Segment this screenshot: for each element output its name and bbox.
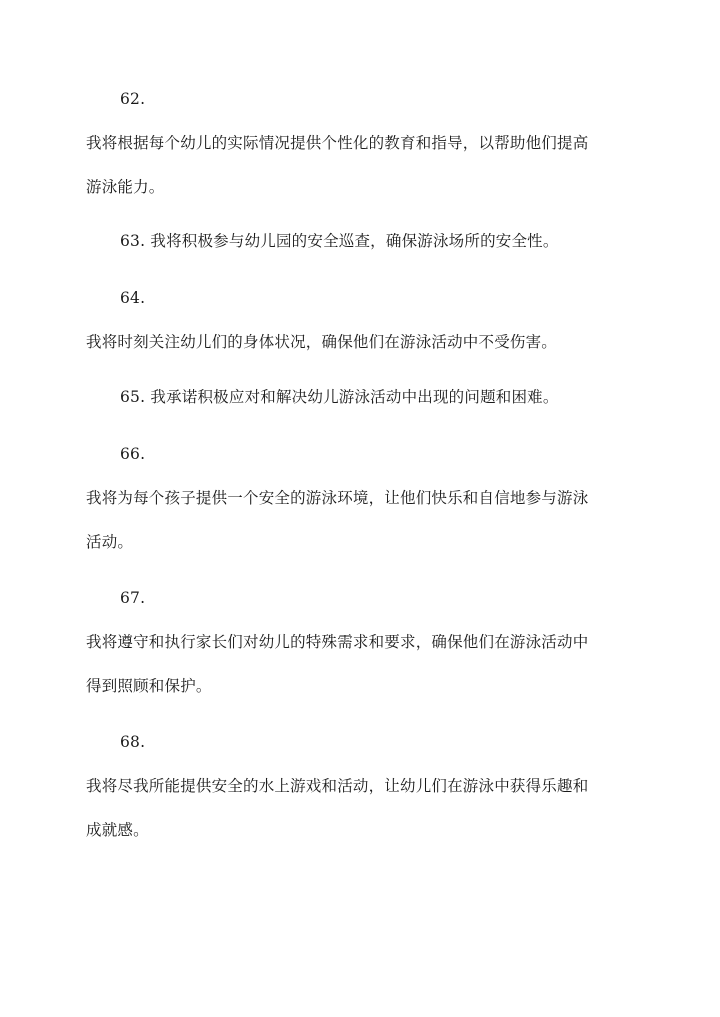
item-68-line-1: 我将尽我所能提供安全的水上游戏和活动，让幼儿们在游泳中获得乐趣和 <box>86 777 589 795</box>
item-67-number: 67. <box>120 589 146 607</box>
item-68-line-2: 成就感。 <box>86 821 149 839</box>
item-63-text: 63. 我将积极参与幼儿园的安全巡查，确保游泳场所的安全性。 <box>120 232 559 250</box>
item-62-number: 62. <box>120 90 146 108</box>
item-62-line-2: 游泳能力。 <box>86 178 165 196</box>
item-66-line-1: 我将为每个孩子提供一个安全的游泳环境，让他们快乐和自信地参与游泳 <box>86 489 589 507</box>
item-67-line-2: 得到照顾和保护。 <box>86 677 212 695</box>
item-65-text: 65. 我承诺积极应对和解决幼儿游泳活动中出现的问题和困难。 <box>120 388 559 406</box>
item-68-number: 68. <box>120 733 146 751</box>
item-62-line-1: 我将根据每个幼儿的实际情况提供个性化的教育和指导，以帮助他们提高 <box>86 134 589 152</box>
item-66-number: 66. <box>120 445 146 463</box>
item-67-line-1: 我将遵守和执行家长们对幼儿的特殊需求和要求，确保他们在游泳活动中 <box>86 633 589 651</box>
item-64-line-1: 我将时刻关注幼儿们的身体状况，确保他们在游泳活动中不受伤害。 <box>86 333 558 351</box>
item-66-line-2: 活动。 <box>86 533 134 551</box>
item-64-number: 64. <box>120 289 146 307</box>
